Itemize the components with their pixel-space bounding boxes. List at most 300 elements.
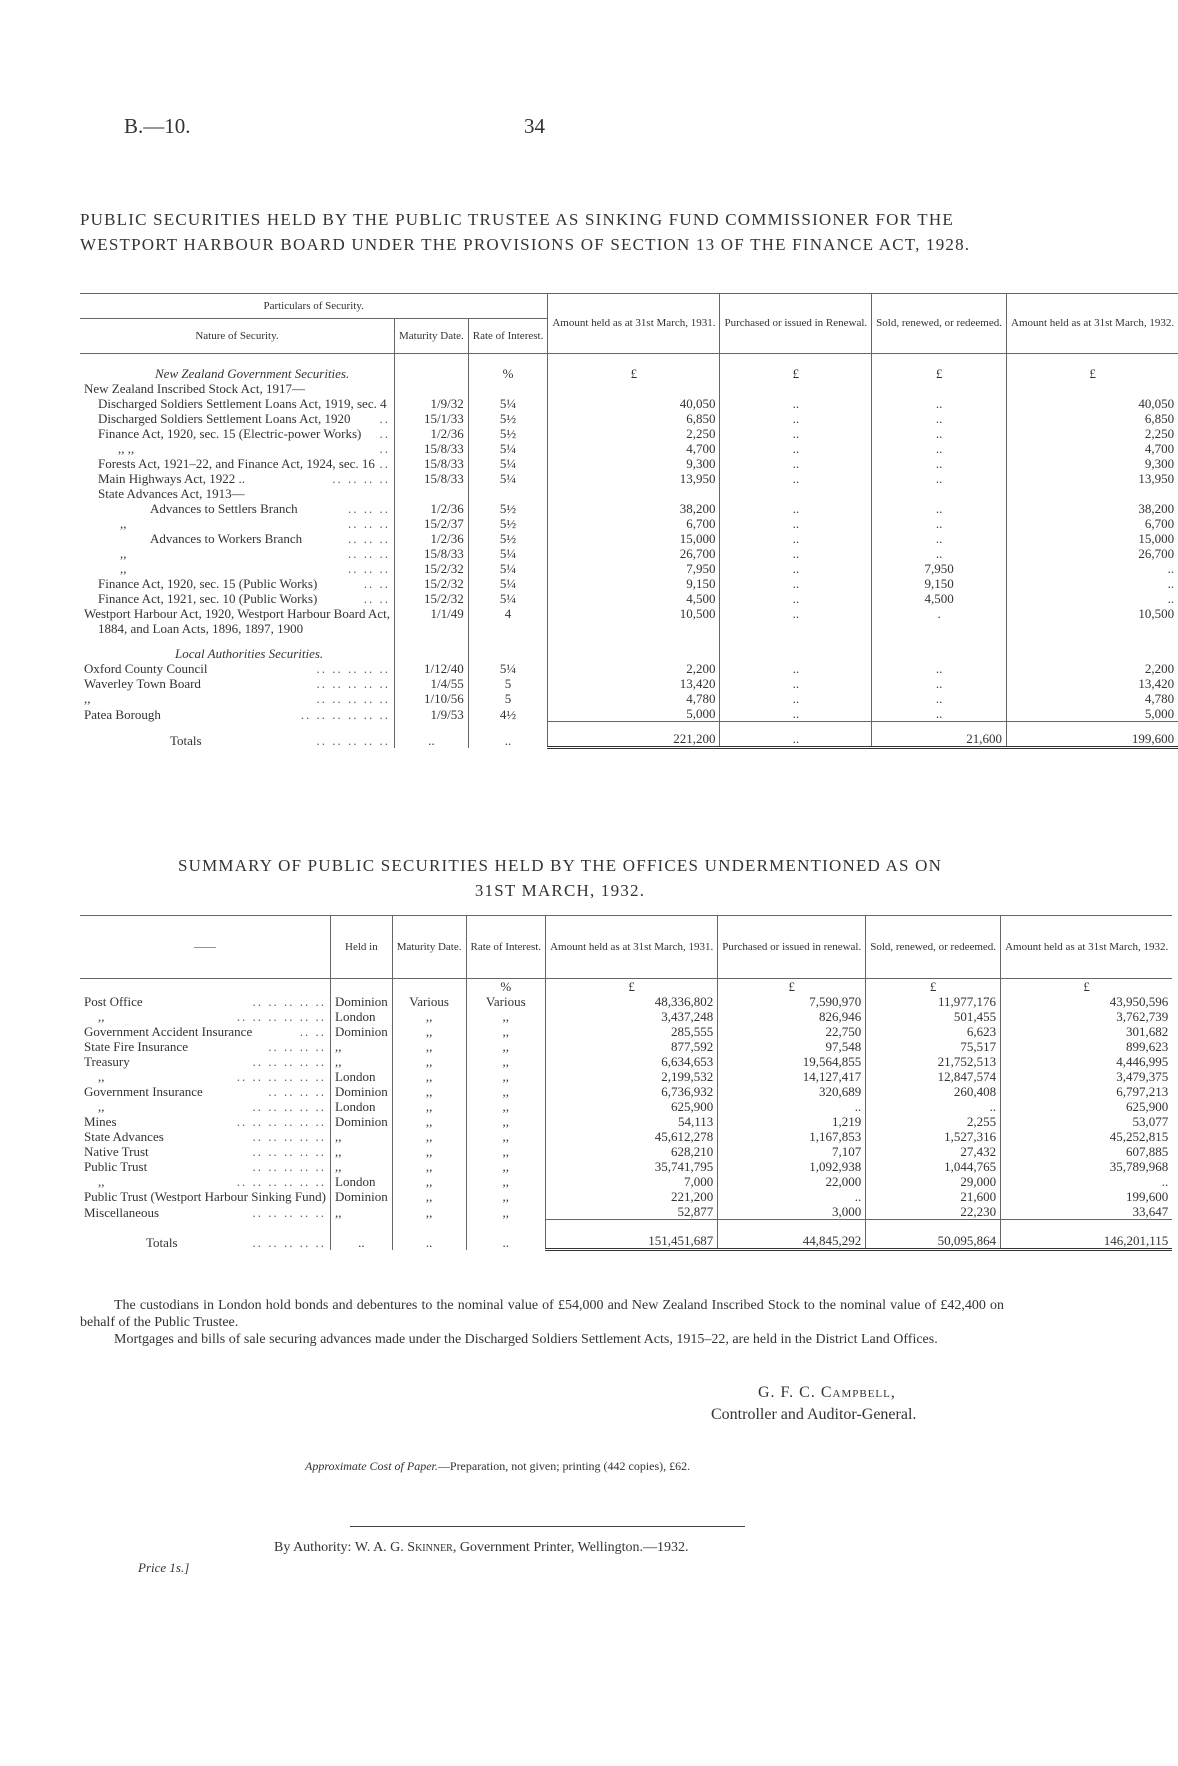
amount-sold: .. bbox=[872, 426, 1007, 441]
interest-rate: ,, bbox=[466, 1069, 546, 1084]
leader-dots: .. .. .. .. .. bbox=[252, 1234, 326, 1250]
table-row bbox=[80, 501, 1178, 516]
maturity-date: 15/2/37 bbox=[395, 516, 469, 531]
leader-dots: .. .. .. .. .. bbox=[316, 676, 390, 691]
document-reference: B.—10. bbox=[124, 114, 191, 138]
amount-purchased bbox=[720, 486, 872, 501]
amount-sold: 9,150 bbox=[872, 576, 1007, 591]
amount-held-1931: 6,634,653 bbox=[546, 1054, 718, 1069]
empty-cell bbox=[468, 636, 548, 661]
amount-purchased: 7,107 bbox=[718, 1144, 866, 1159]
amount-held-1931: 877,592 bbox=[546, 1039, 718, 1054]
maturity-date: 15/8/33 bbox=[395, 471, 469, 486]
amount-held-1931: 4,780 bbox=[548, 691, 720, 706]
empty-cell bbox=[872, 636, 1007, 661]
authority-suffix: , Government Printer, Wellington.—1932. bbox=[452, 1540, 689, 1555]
interest-rate: ,, bbox=[466, 1204, 546, 1220]
amount-held-1931: 13,950 bbox=[548, 471, 720, 486]
leader-dots: .. .. .. .. .. .. bbox=[236, 1009, 326, 1024]
maturity-date: ,, bbox=[392, 1054, 466, 1069]
table2-title bbox=[80, 853, 1040, 903]
row-label: ,, bbox=[98, 1009, 105, 1024]
table-row bbox=[80, 441, 1178, 456]
amount-held-1932: 6,797,213 bbox=[1001, 1084, 1173, 1099]
amount-sold: 1,044,765 bbox=[866, 1159, 1001, 1174]
office-name bbox=[80, 1054, 331, 1069]
security-name bbox=[80, 561, 395, 576]
maturity-header: Maturity Date. bbox=[392, 916, 466, 979]
table-row bbox=[80, 591, 1178, 606]
amount-purchased: .. bbox=[720, 576, 872, 591]
maturity-date: 1/10/56 bbox=[395, 691, 469, 706]
maturity-date: 1/1/49 bbox=[395, 606, 469, 621]
maturity-date: 1/9/32 bbox=[395, 396, 469, 411]
leader-dots: .. .. .. bbox=[348, 546, 390, 561]
pound-unit: £ bbox=[1007, 354, 1178, 382]
interest-rate: 5½ bbox=[468, 531, 548, 546]
table-row bbox=[80, 396, 1178, 411]
held-in: London bbox=[331, 1174, 393, 1189]
amount-held-1932: 53,077 bbox=[1001, 1114, 1173, 1129]
table-row bbox=[80, 1009, 1172, 1024]
maturity-date: 15/8/33 bbox=[395, 456, 469, 471]
amount-sold: .. bbox=[872, 546, 1007, 561]
maturity-date: .. bbox=[392, 1220, 466, 1250]
rate-header: Rate of Interest. bbox=[466, 916, 546, 979]
table-row bbox=[80, 411, 1178, 426]
pound-unit: £ bbox=[872, 354, 1007, 382]
totals-label bbox=[80, 722, 395, 748]
interest-rate: ,, bbox=[466, 1159, 546, 1174]
table-row bbox=[80, 706, 1178, 722]
maturity-date: ,, bbox=[392, 1024, 466, 1039]
held-in: Dominion bbox=[331, 1114, 393, 1129]
table-row bbox=[80, 1144, 1172, 1159]
held-in: Dominion bbox=[331, 1084, 393, 1099]
leader-dots: .. .. bbox=[299, 1024, 326, 1039]
maturity-date: ,, bbox=[392, 1039, 466, 1054]
amount-sold bbox=[872, 621, 1007, 636]
leader-dots: .. .. .. .. .. .. bbox=[236, 1069, 326, 1084]
interest-rate: ,, bbox=[466, 1054, 546, 1069]
amount-purchased: .. bbox=[720, 411, 872, 426]
amount-sold: .. bbox=[872, 456, 1007, 471]
maturity-date: 1/2/36 bbox=[395, 426, 469, 441]
table-row bbox=[80, 1174, 1172, 1189]
amount-purchased: 1,092,938 bbox=[718, 1159, 866, 1174]
maturity-date: ,, bbox=[392, 1084, 466, 1099]
pound-unit: £ bbox=[1001, 979, 1173, 995]
purchased-header: Purchased or issued in renewal. bbox=[718, 916, 866, 979]
table-row bbox=[80, 676, 1178, 691]
table-row bbox=[80, 621, 1178, 636]
leader-dots: .. .. .. bbox=[348, 516, 390, 531]
row-label: ,, bbox=[120, 516, 127, 531]
held-in: ,, bbox=[331, 1159, 393, 1174]
held-in: ,, bbox=[331, 1144, 393, 1159]
office-name bbox=[80, 1159, 331, 1174]
amount-purchased: .. bbox=[720, 691, 872, 706]
amount-purchased: .. bbox=[720, 441, 872, 456]
table2-title-date: 31ST MARCH, 1932. bbox=[474, 881, 646, 900]
security-name bbox=[80, 591, 395, 606]
interest-rate bbox=[468, 381, 548, 396]
amount-sold: .. bbox=[872, 471, 1007, 486]
amount-held-1932: 4,700 bbox=[1007, 441, 1178, 456]
amount-purchased: 826,946 bbox=[718, 1009, 866, 1024]
amount-purchased: 1,167,853 bbox=[718, 1129, 866, 1144]
empty-cell bbox=[80, 979, 331, 995]
office-name bbox=[80, 1174, 331, 1189]
maturity-date: ,, bbox=[392, 1129, 466, 1144]
rate-unit: % bbox=[468, 354, 548, 382]
amount-purchased: .. bbox=[720, 501, 872, 516]
table-row bbox=[80, 1054, 1172, 1069]
row-label: Post Office bbox=[84, 994, 143, 1009]
row-label: Advances to Workers Branch bbox=[150, 531, 303, 546]
table-row bbox=[80, 661, 1178, 676]
amount-held-1931: 285,555 bbox=[546, 1024, 718, 1039]
amount-held-1931: 15,000 bbox=[548, 531, 720, 546]
security-name bbox=[80, 396, 395, 411]
table-row bbox=[80, 1204, 1172, 1220]
sold-header: Sold, renewed, or redeemed. bbox=[866, 916, 1001, 979]
amount-sold: .. bbox=[872, 661, 1007, 676]
empty-cell bbox=[720, 636, 872, 661]
interest-rate: ,, bbox=[466, 1009, 546, 1024]
table-row bbox=[80, 1084, 1172, 1099]
amount-sold: 7,950 bbox=[872, 561, 1007, 576]
amount-purchased bbox=[720, 381, 872, 396]
amount-sold: .. bbox=[872, 531, 1007, 546]
maturity-date: 1/4/55 bbox=[395, 676, 469, 691]
table-row bbox=[80, 1159, 1172, 1174]
printer-authority bbox=[274, 1540, 688, 1556]
held-in: ,, bbox=[331, 1039, 393, 1054]
security-name bbox=[80, 501, 395, 516]
maturity-date: ,, bbox=[392, 1189, 466, 1204]
custodians-note: The custodians in London hold bonds and debentures to the nominal value of £54,000 and New Zealand Inscribed Stock to the nominal value of £42,400 on behalf of the Public Trustee. bbox=[80, 1298, 1004, 1330]
maturity-date: .. bbox=[395, 722, 469, 748]
local-authority-name bbox=[80, 691, 395, 706]
total-sold: 50,095,864 bbox=[866, 1220, 1001, 1250]
amount-purchased: .. bbox=[720, 606, 872, 621]
table-row bbox=[80, 546, 1178, 561]
held-in: Dominion bbox=[331, 994, 393, 1009]
row-label: Forests Act, 1921–22, and Finance Act, 1924, sec. 16 bbox=[98, 456, 375, 471]
interest-rate: 4½ bbox=[468, 706, 548, 722]
row-label: Oxford County Council bbox=[84, 661, 208, 676]
amount-held-1931: 625,900 bbox=[546, 1099, 718, 1114]
amount-held-1931: 45,612,278 bbox=[546, 1129, 718, 1144]
local-securities-heading: Local Authorities Securities. bbox=[175, 646, 324, 661]
row-label: ,, bbox=[120, 561, 127, 576]
amount-purchased: 3,000 bbox=[718, 1204, 866, 1220]
amount-held-1932: 13,950 bbox=[1007, 471, 1178, 486]
signatory-title: Controller and Auditor-General. bbox=[711, 1406, 917, 1423]
pound-unit: £ bbox=[720, 354, 872, 382]
leader-dots: .. .. .. .. bbox=[332, 471, 390, 486]
maturity-date: 15/2/32 bbox=[395, 576, 469, 591]
table-row bbox=[80, 1099, 1172, 1114]
held-in: ,, bbox=[331, 1204, 393, 1220]
row-label: Discharged Soldiers Settlement Loans Act, 1919, sec. 4 bbox=[98, 396, 387, 411]
amount-purchased: 97,548 bbox=[718, 1039, 866, 1054]
empty-cell bbox=[331, 979, 393, 995]
interest-rate: 5½ bbox=[468, 501, 548, 516]
table-row bbox=[80, 471, 1178, 486]
amount-held-1932: 3,762,739 bbox=[1001, 1009, 1173, 1024]
blank-header: —— bbox=[194, 940, 216, 953]
cost-label: Approximate Cost of Paper. bbox=[305, 1459, 438, 1473]
maturity-date: 15/2/32 bbox=[395, 591, 469, 606]
amount-purchased: .. bbox=[720, 591, 872, 606]
sold-header: Sold, renewed, or redeemed. bbox=[872, 294, 1007, 354]
maturity-date: ,, bbox=[392, 1114, 466, 1129]
leader-dots: .. .. .. .. .. .. bbox=[236, 1174, 326, 1189]
amount-held-1931: 6,700 bbox=[548, 516, 720, 531]
held-in: ,, bbox=[331, 1129, 393, 1144]
table-row bbox=[80, 486, 1178, 501]
interest-rate: 5¼ bbox=[468, 576, 548, 591]
interest-rate: ,, bbox=[466, 1099, 546, 1114]
row-label: Waverley Town Board bbox=[84, 676, 201, 691]
amount-held-1931: 40,050 bbox=[548, 396, 720, 411]
amount-held-1932: .. bbox=[1001, 1174, 1173, 1189]
amount-sold: .. bbox=[872, 691, 1007, 706]
row-label: Westport Harbour Act, 1920, Westport Harbour Board Act, bbox=[84, 606, 390, 621]
security-name bbox=[80, 606, 395, 621]
amount-held-1931: 6,736,932 bbox=[546, 1084, 718, 1099]
interest-rate: 5¼ bbox=[468, 396, 548, 411]
security-name bbox=[80, 621, 395, 636]
empty-cell bbox=[548, 636, 720, 661]
amount-held-1931: 38,200 bbox=[548, 501, 720, 516]
amount-held-1931: 221,200 bbox=[546, 1189, 718, 1204]
total-held-1932: 199,600 bbox=[1007, 722, 1178, 748]
amount-sold: 4,500 bbox=[872, 591, 1007, 606]
local-authority-name bbox=[80, 661, 395, 676]
held-in: London bbox=[331, 1069, 393, 1084]
held-in: .. bbox=[331, 1220, 393, 1250]
row-label: Treasury bbox=[84, 1054, 130, 1069]
office-name bbox=[80, 1114, 331, 1129]
row-label: ,, bbox=[120, 546, 127, 561]
interest-rate: 5¼ bbox=[468, 456, 548, 471]
amount-held-1932: 4,446,995 bbox=[1001, 1054, 1173, 1069]
row-label: Patea Borough bbox=[84, 706, 161, 722]
cost-text: —Preparation, not given; printing (442 copies), £62. bbox=[437, 1459, 691, 1473]
amount-held-1932: 38,200 bbox=[1007, 501, 1178, 516]
amount-sold: .. bbox=[872, 396, 1007, 411]
held-in: London bbox=[331, 1099, 393, 1114]
security-name bbox=[80, 426, 395, 441]
amount-purchased: .. bbox=[718, 1189, 866, 1204]
leader-dots: .. bbox=[379, 411, 390, 426]
authority-prefix: By Authority: bbox=[274, 1540, 352, 1555]
table2-title-main: SUMMARY OF PUBLIC SECURITIES HELD BY THE OFFICES UNDERMENTIONED AS ON bbox=[177, 856, 943, 875]
table-row bbox=[80, 561, 1178, 576]
maturity-date: 1/2/36 bbox=[395, 501, 469, 516]
interest-rate: ,, bbox=[466, 1114, 546, 1129]
interest-rate: 4 bbox=[468, 606, 548, 621]
amount-sold: 6,623 bbox=[866, 1024, 1001, 1039]
amount-held-1931 bbox=[548, 381, 720, 396]
leader-dots: .. .. .. .. .. bbox=[252, 1099, 326, 1114]
security-name bbox=[80, 411, 395, 426]
row-label: Main Highways Act, 1922 .. bbox=[98, 471, 245, 486]
held-in: Dominion bbox=[331, 1189, 393, 1204]
row-label: ,, ,, bbox=[118, 441, 135, 456]
interest-rate: ,, bbox=[466, 1174, 546, 1189]
amount-sold: 21,752,513 bbox=[866, 1054, 1001, 1069]
leader-dots: .. .. .. bbox=[348, 531, 390, 546]
table-row bbox=[80, 691, 1178, 706]
empty-cell bbox=[1007, 636, 1178, 661]
table-row bbox=[80, 1129, 1172, 1144]
amount-sold: 2,255 bbox=[866, 1114, 1001, 1129]
leader-dots: .. .. .. bbox=[348, 501, 390, 516]
held-in: Dominion bbox=[331, 1024, 393, 1039]
empty-cell bbox=[392, 979, 466, 995]
amount-held-1932: .. bbox=[1007, 576, 1178, 591]
row-label: 1884, and Loan Acts, 1896, 1897, 1900 bbox=[98, 621, 304, 636]
security-name bbox=[80, 456, 395, 471]
amount-purchased: 14,127,417 bbox=[718, 1069, 866, 1084]
section-row bbox=[80, 636, 1178, 661]
total-held-1931: 221,200 bbox=[548, 722, 720, 748]
leader-dots: .. .. .. .. bbox=[268, 1084, 326, 1099]
row-label: ,, bbox=[98, 1099, 105, 1114]
nz-securities-heading: New Zealand Government Securities. bbox=[155, 366, 350, 381]
amount-held-1931: 10,500 bbox=[548, 606, 720, 621]
interest-rate: ,, bbox=[466, 1129, 546, 1144]
amount-held-1932: 40,050 bbox=[1007, 396, 1178, 411]
amount-held-1932: 45,252,815 bbox=[1001, 1129, 1173, 1144]
amount-held-1931: 2,200 bbox=[548, 661, 720, 676]
amount-held-1931: 5,000 bbox=[548, 706, 720, 722]
leader-dots: .. bbox=[379, 441, 390, 456]
row-label: State Advances bbox=[84, 1129, 164, 1144]
amount-held-1932: 625,900 bbox=[1001, 1099, 1173, 1114]
leader-dots: .. .. .. .. .. bbox=[252, 1159, 326, 1174]
leader-dots: .. .. .. .. .. bbox=[316, 691, 390, 706]
amount-held-1932 bbox=[1007, 486, 1178, 501]
amount-held-1931: 6,850 bbox=[548, 411, 720, 426]
office-name bbox=[80, 1039, 331, 1054]
row-label: Government Accident Insurance bbox=[84, 1024, 253, 1039]
amount-held-1931: 4,700 bbox=[548, 441, 720, 456]
security-name bbox=[80, 486, 395, 501]
pound-unit: £ bbox=[546, 979, 718, 995]
amount-held-1931 bbox=[548, 621, 720, 636]
amount-sold: 22,230 bbox=[866, 1204, 1001, 1220]
amount-sold: 21,600 bbox=[866, 1189, 1001, 1204]
security-name bbox=[80, 546, 395, 561]
security-name bbox=[80, 576, 395, 591]
office-name bbox=[80, 1009, 331, 1024]
row-label: Advances to Settlers Branch bbox=[150, 501, 298, 516]
amount-sold: 501,455 bbox=[866, 1009, 1001, 1024]
row-label: ,, bbox=[98, 1174, 105, 1189]
amount-purchased: 19,564,855 bbox=[718, 1054, 866, 1069]
amount-held-1932: 899,623 bbox=[1001, 1039, 1173, 1054]
amount-purchased: 22,000 bbox=[718, 1174, 866, 1189]
office-name bbox=[80, 1069, 331, 1084]
office-name bbox=[80, 1099, 331, 1114]
interest-rate: ,, bbox=[466, 1144, 546, 1159]
maturity-date: 15/8/33 bbox=[395, 546, 469, 561]
interest-rate: 5¼ bbox=[468, 561, 548, 576]
interest-rate: .. bbox=[468, 722, 548, 748]
row-label: Miscellaneous bbox=[84, 1204, 160, 1220]
amount-purchased: .. bbox=[720, 471, 872, 486]
held-in: ,, bbox=[331, 1054, 393, 1069]
interest-rate: 5¼ bbox=[468, 441, 548, 456]
leader-dots: .. .. bbox=[363, 576, 390, 591]
table-row bbox=[80, 516, 1178, 531]
amount-purchased: .. bbox=[720, 531, 872, 546]
totals-row bbox=[80, 722, 1178, 748]
amount-held-1931 bbox=[548, 486, 720, 501]
amount-held-1931: 4,500 bbox=[548, 591, 720, 606]
amount-held-1931: 2,250 bbox=[548, 426, 720, 441]
held-1932-header: Amount held as at 31st March, 1932. bbox=[1001, 916, 1173, 979]
page-number: 34 bbox=[524, 114, 545, 138]
row-label: ,, bbox=[84, 691, 91, 706]
amount-purchased: 7,590,970 bbox=[718, 994, 866, 1009]
amount-held-1932: 6,700 bbox=[1007, 516, 1178, 531]
amount-sold: 1,527,316 bbox=[866, 1129, 1001, 1144]
amount-sold: .. bbox=[872, 501, 1007, 516]
amount-sold: .. bbox=[872, 411, 1007, 426]
row-label: Native Trust bbox=[84, 1144, 149, 1159]
local-authority-name bbox=[80, 706, 395, 722]
row-label: Totals bbox=[146, 1234, 178, 1250]
amount-held-1932 bbox=[1007, 621, 1178, 636]
office-name bbox=[80, 1204, 331, 1220]
amount-purchased: 1,219 bbox=[718, 1114, 866, 1129]
amount-held-1931: 54,113 bbox=[546, 1114, 718, 1129]
amount-purchased: .. bbox=[720, 396, 872, 411]
amount-purchased: .. bbox=[718, 1099, 866, 1114]
amount-held-1931: 9,300 bbox=[548, 456, 720, 471]
totals-label bbox=[80, 1220, 331, 1250]
amount-purchased: .. bbox=[720, 546, 872, 561]
leader-dots: .. .. .. .. bbox=[268, 1039, 326, 1054]
row-label: Discharged Soldiers Settlement Loans Act, 1920 bbox=[98, 411, 351, 426]
amount-held-1931: 52,877 bbox=[546, 1204, 718, 1220]
security-name bbox=[80, 516, 395, 531]
leader-dots: .. .. .. .. .. bbox=[252, 1144, 326, 1159]
row-label: Finance Act, 1920, sec. 15 (Public Works) bbox=[98, 576, 318, 591]
interest-rate: Various bbox=[466, 994, 546, 1009]
table-row bbox=[80, 606, 1178, 621]
amount-held-1932: 15,000 bbox=[1007, 531, 1178, 546]
amount-purchased bbox=[720, 621, 872, 636]
leader-dots: .. .. .. .. .. bbox=[252, 1129, 326, 1144]
amount-held-1932: 26,700 bbox=[1007, 546, 1178, 561]
maturity-date bbox=[395, 381, 469, 396]
empty-cell bbox=[395, 354, 469, 382]
amount-sold: . bbox=[872, 606, 1007, 621]
amount-held-1931: 3,437,248 bbox=[546, 1009, 718, 1024]
leader-dots: .. .. .. .. .. bbox=[316, 732, 390, 748]
interest-rate: 5½ bbox=[468, 516, 548, 531]
leader-dots: .. bbox=[379, 426, 390, 441]
amount-held-1932: 5,000 bbox=[1007, 706, 1178, 722]
table-row bbox=[80, 1069, 1172, 1084]
